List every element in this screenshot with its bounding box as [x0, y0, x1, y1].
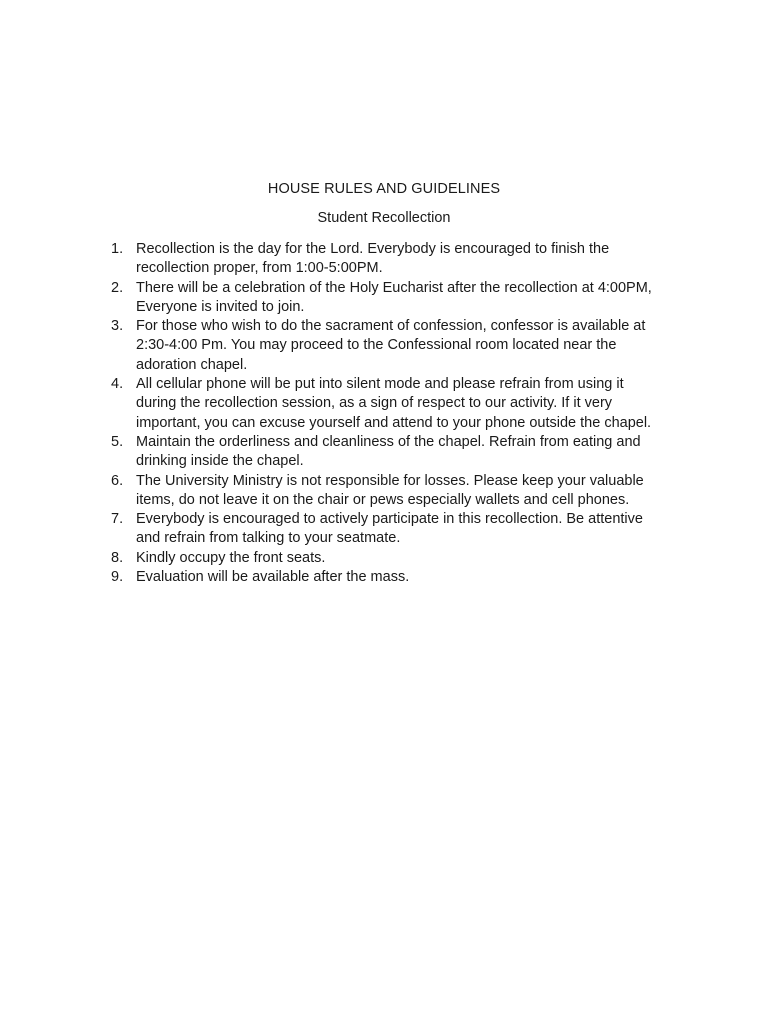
- list-item-number: 4.: [111, 376, 124, 393]
- list-item-text: Evaluation will be available after the mass.: [136, 569, 410, 586]
- list-item-number: 8.: [111, 549, 124, 566]
- list-item-text: Everybody is encouraged to actively participate in this recollection. Be attentive and refrain from talking to your seatmate.: [136, 511, 643, 547]
- list-item: [106, 375, 686, 433]
- list-item-number: 2.: [111, 279, 124, 296]
- page-subtitle: Student Recollection: [317, 210, 451, 226]
- list-item-text: The University Ministry is not responsible for losses. Please keep your valuable items, do not leave it on the chair or pews especially wallets and cell phones.: [136, 472, 644, 508]
- list-item-text: Recollection is the day for the Lord. Everybody is encouraged to finish the recollection proper, from 1:00-5:00PM.: [136, 241, 610, 277]
- list-item-number: 1.: [111, 241, 124, 257]
- list-item-number: 9.: [111, 569, 124, 586]
- list-item: [106, 510, 686, 549]
- rules-list: [106, 240, 686, 587]
- page-title: HOUSE RULES AND GUIDELINES: [267, 181, 501, 197]
- list-item-text: For those who wish to do the sacrament of confession, confessor is available at 2:30-4:00 Pm. You may proceed to the Confessional room located near the adoration chapel.: [136, 318, 646, 373]
- list-item-number: 5.: [111, 433, 124, 450]
- list-item-number: 6.: [111, 472, 124, 489]
- list-item: [106, 472, 686, 511]
- list-item: [106, 240, 686, 279]
- list-item-text: Kindly occupy the front seats.: [136, 549, 326, 566]
- list-item-text: Maintain the orderliness and cleanliness of the chapel. Refrain from eating and drinking inside the chapel.: [136, 433, 641, 470]
- list-item-number: 3.: [111, 318, 124, 335]
- list-item: [106, 568, 686, 587]
- list-item-number: 7.: [111, 511, 124, 528]
- list-item-text: All cellular phone will be put into silent mode and please refrain from using it during the recollection session, as a sign of respect to our activity. If it very important, you can excuse yourself and attend to your phone outside the chapel.: [136, 376, 652, 431]
- list-item: [106, 279, 686, 318]
- list-item: [106, 317, 686, 375]
- list-item: [106, 433, 686, 472]
- list-item: [106, 549, 686, 568]
- list-item-text: There will be a celebration of the Holy Eucharist after the recollection at 4:00PM, Everyone is invited to join.: [136, 279, 652, 315]
